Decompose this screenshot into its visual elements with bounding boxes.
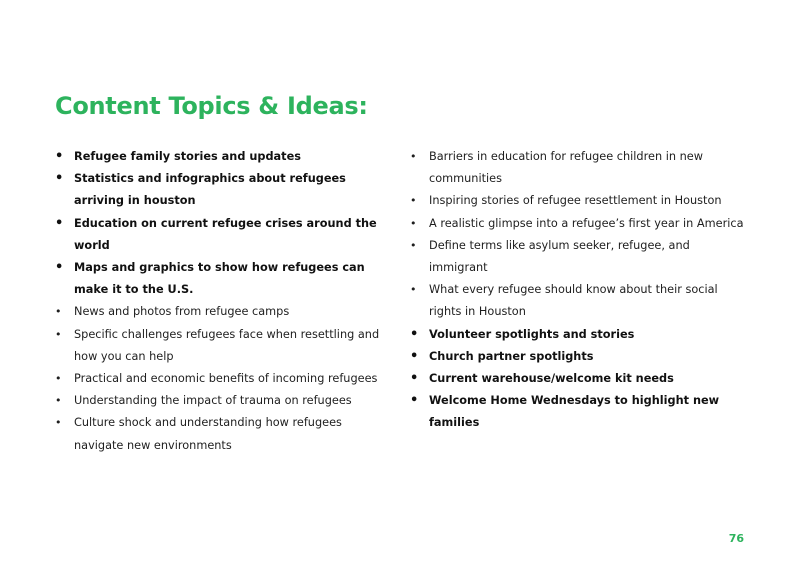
list-item: • Church partner spotlights bbox=[410, 346, 745, 368]
topics-list-right bbox=[410, 146, 745, 435]
list-item: • What every refugee should know about their social rights in Houston bbox=[410, 279, 745, 323]
list-item: • Refugee family stories and updates bbox=[55, 146, 385, 168]
list-item: • Define terms like asylum seeker, refugee, and immigrant bbox=[410, 235, 745, 279]
list-item: • Volunteer spotlights and stories bbox=[410, 324, 745, 346]
page-title: Content Topics & Ideas: bbox=[55, 92, 368, 120]
list-item: • Practical and economic benefits of incoming refugees bbox=[55, 368, 385, 390]
list-item: • A realistic glimpse into a refugee’s first year in America bbox=[410, 213, 745, 235]
list-item: • Inspiring stories of refugee resettlement in Houston bbox=[410, 190, 745, 212]
list-item: • Maps and graphics to show how refugees can make it to the U.S. bbox=[55, 257, 385, 301]
list-item: • Welcome Home Wednesdays to highlight new families bbox=[410, 390, 745, 434]
list-item: • Understanding the impact of trauma on refugees bbox=[55, 390, 385, 412]
list-item: • Barriers in education for refugee children in new communities bbox=[410, 146, 745, 190]
list-item: • Current warehouse/welcome kit needs bbox=[410, 368, 745, 390]
topics-list-left bbox=[55, 146, 385, 457]
list-item: • Statistics and infographics about refugees arriving in houston bbox=[55, 168, 385, 212]
list-item: • News and photos from refugee camps bbox=[55, 301, 385, 323]
list-item: • Specific challenges refugees face when resettling and how you can help bbox=[55, 324, 385, 368]
list-item: • Education on current refugee crises around the world bbox=[55, 213, 385, 257]
list-item: • Culture shock and understanding how refugees navigate new environments bbox=[55, 412, 385, 456]
page-number: 76 bbox=[728, 532, 744, 545]
